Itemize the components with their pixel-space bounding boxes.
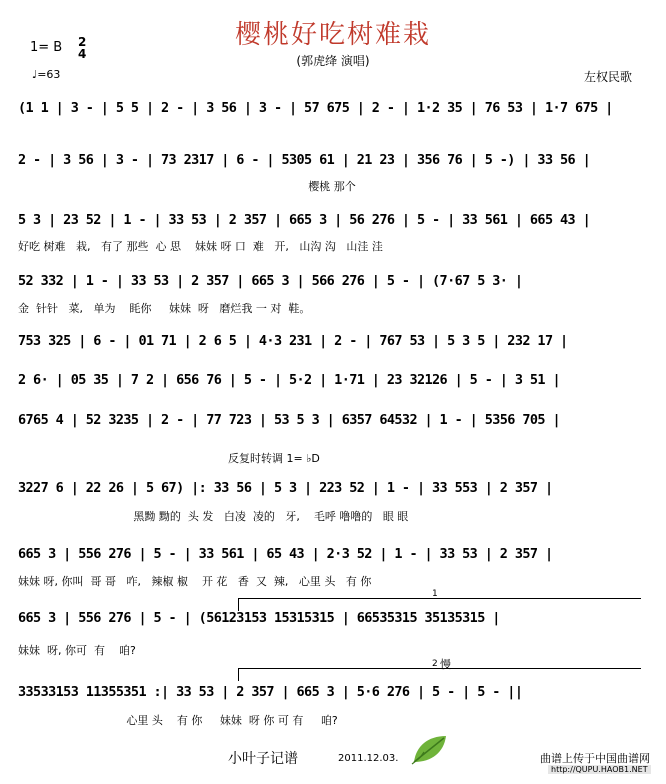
singer-credit: (郭虎绛 演唱) xyxy=(296,54,370,68)
volta-number-1: 1 xyxy=(431,589,438,599)
modulation-note: 反复时转调 1= ♭D xyxy=(228,452,320,465)
score-line-8-lyrics: 黑黝 黝的 头 发 白凌 凌的 牙, 毛呼 噜噜的 眼 眼 xyxy=(18,510,409,523)
time-signature-bottom: 4 xyxy=(78,47,87,61)
score-line-4-lyrics: 金 针针 菜, 单为 眊你 妹妹 呀 磨烂我 一 对 鞋。 xyxy=(18,302,311,315)
score-line-5-notes: 753 325 | 6 - | 01 71 | 2 6 5 | 4·3 231 | 2 - | 767 53 | 5 3 5 | 232 17 | xyxy=(18,333,568,349)
slow-marking: 慢 xyxy=(440,658,451,671)
score-line-10-notes: 665 3 | 556 276 | 5 - | (56123153 15315315 | 66535315 35135315 | xyxy=(18,610,500,626)
score-line-8-notes: 3227 6 | 22 26 | 5 67) |: 33 56 | 5 3 | 223 52 | 1 - | 33 553 | 2 357 | xyxy=(18,480,553,496)
score-line-11-lyrics: 心里 头 有 你 妹妹 呀 你 可 有 咱? xyxy=(18,714,338,727)
key-signature: 1= B xyxy=(30,40,63,55)
score-line-3-notes: 5 3 | 23 52 | 1 - | 33 53 | 2 357 | 665 3 | 56 276 | 5 - | 33 561 | 665 43 | xyxy=(18,212,591,228)
score-line-11-notes: 33533153 11355351 :| 33 53 | 2 357 | 665 3 | 5·6 276 | 5 - | 5 - || xyxy=(18,684,523,700)
score-line-3-lyrics: 好吃 树难 栽, 有了 那些 心 思 妹妹 呀 口 难 开, 山沟 沟 山洼 洼 xyxy=(18,240,383,253)
tempo-marking: ♩=63 xyxy=(32,68,61,81)
upload-notice: 曲谱上传于中国曲谱网 xyxy=(540,752,650,765)
transcriber-credit: 小叶子记谱 xyxy=(228,751,298,767)
score-line-10-lyrics: 妹妹 呀, 你可 有 咱? xyxy=(18,644,136,657)
transcription-date: 2011.12.03. xyxy=(338,753,399,764)
composer-credit: 左权民歌 xyxy=(584,70,633,84)
score-line-6-notes: 2 6· | 05 35 | 7 2 | 656 76 | 5 - | 5·2 | 1·71 | 23 32126 | 5 - | 3 51 | xyxy=(18,372,560,388)
score-line-2-notes: 2 - | 3 56 | 3 - | 73 2317 | 6 - | 5305 61 | 21 23 | 356 76 | 5 -) | 33 56 | xyxy=(18,152,591,168)
score-line-2-lyrics: 樱桃 那个 xyxy=(18,180,356,193)
song-title: 樱桃好吃树难栽 xyxy=(234,20,431,50)
time-signature xyxy=(78,36,86,60)
score-line-7-notes: 6765 4 | 52 3235 | 2 - | 77 723 | 53 5 3 | 6357 64532 | 1 - | 5356 705 | xyxy=(18,412,560,428)
score-line-9-lyrics: 妹妹 呀, 你叫 哥 哥 咋, 辣椒 椒 开 花 香 又 辣, 心里 头 有 你 xyxy=(18,575,372,588)
time-signature-top: 2 xyxy=(78,35,87,49)
score-line-4-notes: 52 332 | 1 - | 33 53 | 2 357 | 665 3 | 566 276 | 5 - | (7·67 5 3· | xyxy=(18,273,523,289)
score-line-1-notes: (1 1 | 3 - | 5 5 | 2 - | 3 56 | 3 - | 57 675 | 2 - | 1·2 35 | 76 53 | 1·7 675 | xyxy=(18,100,613,116)
score-line-9-notes: 665 3 | 556 276 | 5 - | 33 561 | 65 43 | 2·3 52 | 1 - | 33 53 | 2 357 | xyxy=(18,546,553,562)
leaf-icon xyxy=(410,732,450,766)
volta-number-2: 2 xyxy=(431,659,438,669)
site-url: http://QUPU.HAOB1.NET xyxy=(548,765,651,774)
